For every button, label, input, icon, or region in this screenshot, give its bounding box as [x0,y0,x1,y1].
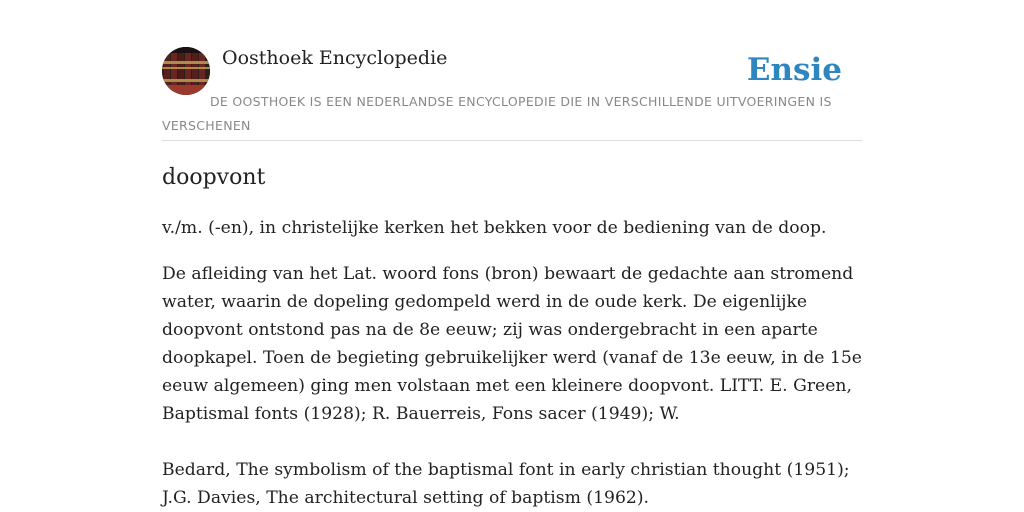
paragraph-gap [162,428,862,456]
site-tagline: DE OOSTHOEK IS EEN NEDERLANDSE ENCYCLOPEDIE DIE IN VERSCHILLENDE UITVOERINGEN IS VERSCHENEN [162,94,832,133]
body-line: water, waarin de dopeling gedompeld werd in de oude kerk. De eigenlijke [162,292,808,312]
body-line: doopvont ontstond pas na de 8e eeuw; zij was ondergebracht in een aparte [162,320,818,340]
entry-body [162,260,862,512]
entry-definition: v./m. (-en), in christelijke kerken het bekken voor de bediening van de doop. [162,218,827,238]
site-header [162,46,862,141]
body-line: eeuw algemeen) ging men volstaan met een kleinere doopvont. LITT. E. Green, [162,376,852,396]
body-line: Baptismal fonts (1928); R. Bauerreis, Fons sacer (1949); W. [162,404,680,424]
body-line: De afleiding van het Lat. woord fons (bron) bewaart de gedachte aan stromend [162,264,854,284]
encyclopedia-books-icon[interactable] [162,47,210,95]
body-line: doopkapel. Toen de begieting gebruikelijker werd (vanaf de 13e eeuw, in de 15e [162,348,862,368]
entry-term: doopvont [162,165,266,190]
brand-logo[interactable]: Ensie [746,52,842,88]
site-title[interactable]: Oosthoek Encyclopedie [222,47,448,69]
body-line: Bedard, The symbolism of the baptismal font in early christian thought (1951); [162,460,850,480]
entry-content [162,162,862,512]
body-line: J.G. Davies, The architectural setting of baptism (1962). [162,488,650,508]
